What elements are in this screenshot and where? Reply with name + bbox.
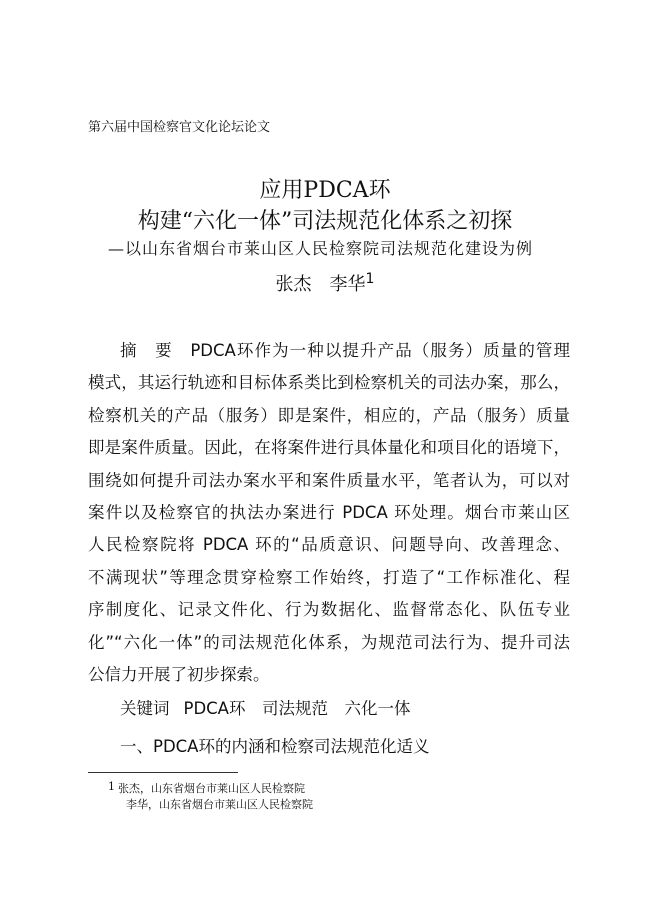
authors xyxy=(0,270,650,296)
keywords-items: PDCA环 司法规范 六化一体 xyxy=(183,699,411,718)
abstract-line: 案件以及检察官的执法办案进行 PDCA 环处理。烟台市莱山区 xyxy=(88,503,570,523)
keywords-label: 关键词 xyxy=(120,699,170,718)
abstract-line: 围绕如何提升司法办案水平和案件质量水平，笔者认为，可以对 xyxy=(88,470,570,490)
section-heading: 一、PDCA环的内涵和检察司法规范化适义 xyxy=(120,737,430,756)
footnote-line-1 xyxy=(108,780,305,796)
abstract-line: 化”“六化一体”的司法规范化体系，为规范司法行为、提升司法 xyxy=(88,632,570,652)
header-note: 第六届中国检察官文化论坛论文 xyxy=(88,120,271,135)
footnote-ref[interactable]: 1 xyxy=(365,271,375,287)
abstract-line: 检察机关的产品（服务）即是案件，相应的，产品（服务）质量 xyxy=(88,405,570,425)
abstract-line: 公信力开展了初步探索。 xyxy=(88,665,270,685)
keywords xyxy=(120,695,410,719)
title-line-1: 应用PDCA环 xyxy=(259,178,391,203)
abstract-line: 人民检察院将 PDCA 环的“品质意识、问题导向、改善理念、 xyxy=(88,535,570,555)
subtitle: —以山东省烟台市莱山区人民检察院司法规范化建设为例 xyxy=(108,239,534,258)
footnote-text: 张杰，山东省烟台市莱山区人民检察院 xyxy=(118,782,305,795)
abstract-line: 不满现状”等理念贯穿检察工作始终，打造了“工作标准化、程 xyxy=(88,567,570,587)
abstract-line: 即是案件质量。因此，在将案件进行具体量化和项目化的语境下， xyxy=(88,438,570,458)
footnote-line-2: 李华，山东省烟台市莱山区人民检察院 xyxy=(126,798,313,811)
title-line-2: 构建“六化一体”司法规范化体系之初探 xyxy=(137,209,513,234)
footnote-number: 1 xyxy=(108,780,115,793)
abstract-line: 摘 要 PDCA环作为一种以提升产品（服务）质量的管理 xyxy=(120,341,570,360)
abstract-line: 模式，其运行轨迹和目标体系类比到检察机关的司法办案，那么， xyxy=(88,373,570,393)
abstract xyxy=(88,335,570,691)
abstract-line: 序制度化、记录文件化、行为数据化、监督常态化、队伍专业 xyxy=(88,600,570,620)
footnote-divider xyxy=(88,772,238,773)
author-names: 张杰 李华 xyxy=(275,274,366,295)
